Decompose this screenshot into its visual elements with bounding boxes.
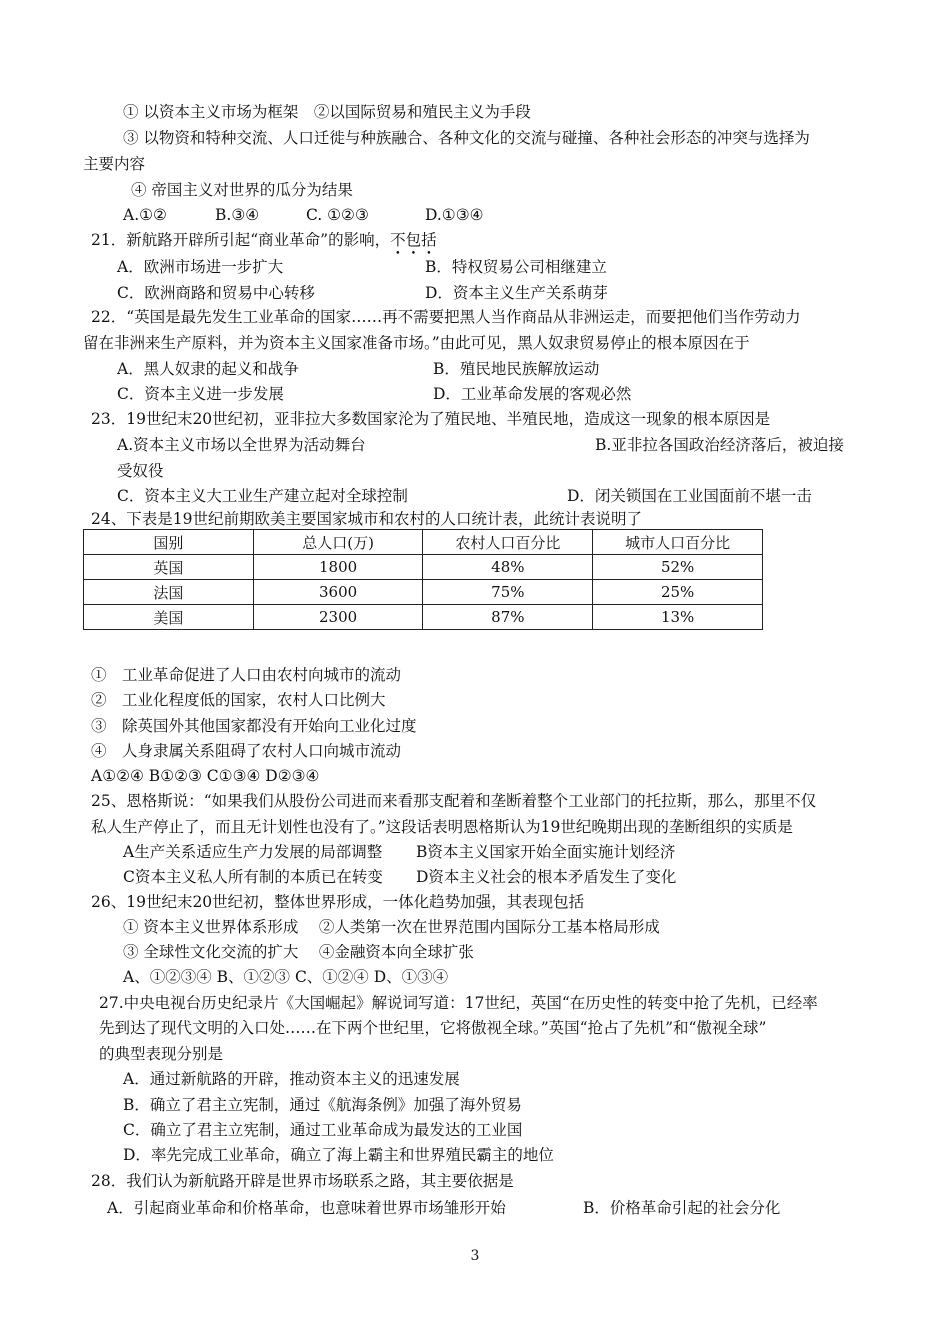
q22-option-c: C．资本主义进一步发展 <box>117 385 284 403</box>
q22-stem-line2: 留在非洲来生产原料，并为资本主义国家准备市场。”由此可见，黑人奴隶贸易停止的根本原因在于 <box>83 334 750 352</box>
q22-stem-line1: 22．“英国是最先发生工业革命的国家……再不需要把黑人当作商品从非洲运走，而要把他们当作劳动力 <box>91 308 801 326</box>
q25-option-c: C资本主义私人所有制的本质已在转变 <box>123 868 383 886</box>
table-header-cell: 农村人口百分比 <box>423 530 593 555</box>
q28-option-a: A．引起商业革命和价格革命，也意味着世界市场雏形开始 <box>107 1199 506 1217</box>
q24-options: A①②④ B①②③ C①③④ D②③④ <box>91 767 320 785</box>
page-number: 3 <box>470 1248 480 1264</box>
table-header-cell: 国别 <box>84 530 254 555</box>
table-cell: 3600 <box>253 580 423 605</box>
population-table <box>83 529 763 630</box>
q25-option-d: D资本主义社会的根本矛盾发生了变化 <box>416 868 677 886</box>
table-cell: 13% <box>593 605 763 630</box>
q20-item-4: ④ 帝国主义对世界的瓜分为结果 <box>131 181 353 199</box>
table-cell: 25% <box>593 580 763 605</box>
table-row <box>84 555 763 580</box>
q21-option-b: B．特权贸易公司相继建立 <box>425 258 607 276</box>
table-cell: 2300 <box>253 605 423 630</box>
q23-option-b: B.亚非拉各国政治经济落后，被迫接 <box>595 436 844 454</box>
q26-stem: 26、19世纪末20世纪初，整体世界形成，一体化趋势加强，其表现包括 <box>91 893 585 911</box>
q21-option-d: D．资本主义生产关系萌芽 <box>425 284 608 302</box>
q20-item-3-line2: 主要内容 <box>83 155 146 173</box>
q22-option-d: D．工业革命发展的客观必然 <box>433 385 632 403</box>
q27-option-d: D．率先完成工业革命，确立了海上霸主和世界殖民霸主的地位 <box>123 1146 554 1164</box>
q20-option-a: A.①② <box>123 206 167 224</box>
q25-option-a: A生产关系适应生产力发展的局部调整 <box>123 843 383 861</box>
q24-item-4: ④ 人身隶属关系阻碍了农村人口向城市流动 <box>91 742 402 760</box>
q23-option-b-cont: 受奴役 <box>117 462 164 480</box>
q25-stem-line1: 25、恩格斯说：“如果我们从股份公司进而来看那支配着和垄断着整个工业部门的托拉斯，那么，那里不仅 <box>91 792 817 810</box>
table-header-cell: 城市人口百分比 <box>593 530 763 555</box>
table-cell: 美国 <box>84 605 254 630</box>
table-header-row <box>84 530 763 555</box>
q25-stem-line2: 私人生产停止了，而且无计划性也没有了。”这段话表明恩格斯认为19世纪晚期出现的垄断组织的实质是 <box>91 818 793 836</box>
q25-option-b: B资本主义国家开始全面实施计划经济 <box>416 843 676 861</box>
q22-option-b: B．殖民地民族解放运动 <box>433 360 600 378</box>
q27-option-c: C．确立了君主立宪制，通过工业革命成为最发达的工业国 <box>123 1121 523 1139</box>
q24-stem: 24、下表是19世纪前期欧美主要国家城市和农村的人口统计表，此统计表说明了 <box>91 510 642 528</box>
q26-items-1-2: ① 资本主义世界体系形成 ②人类第一次在世界范围内国际分工基本格局形成 <box>123 918 660 936</box>
q27-option-a: A．通过新航路的开辟，推动资本主义的迅速发展 <box>123 1070 460 1088</box>
q28-stem: 28．我们认为新航路开辟是世界市场联系之路，其主要依据是 <box>91 1172 514 1190</box>
q23-option-d: D．闭关锁国在工业国面前不堪一击 <box>567 487 812 505</box>
q27-option-b: B．确立了君主立宪制，通过《航海条例》加强了海外贸易 <box>123 1096 522 1114</box>
q20-option-b: B.③④ <box>215 206 260 224</box>
q28-option-b: B．价格革命引起的社会分化 <box>583 1199 781 1217</box>
q27-stem-line2: 先到达了现代文明的入口处……在下两个世纪里，它将傲视全球。”英国“抢占了先机”和“傲视全球” <box>99 1019 767 1037</box>
q23-stem: 23．19世纪末20世纪初，亚非拉大多数国家沦为了殖民地、半殖民地，造成这一现象的根本原因是 <box>91 410 771 428</box>
q24-item-2: ② 工业化程度低的国家，农村人口比例大 <box>91 691 386 709</box>
table-row <box>84 605 763 630</box>
q23-option-a: A.资本主义市场以全世界为活动舞台 <box>117 436 366 454</box>
table-cell: 英国 <box>84 555 254 580</box>
q20-option-d: D.①③④ <box>425 206 484 224</box>
q27-stem-line1: 27.中央电视台历史纪录片《大国崛起》解说词写道：17世纪，英国“在历史性的转变中抢了先机，已经率 <box>99 994 818 1012</box>
table-cell: 1800 <box>253 555 423 580</box>
table-cell: 87% <box>423 605 593 630</box>
q24-item-3: ③ 除英国外其他国家都没有开始向工业化过度 <box>91 717 417 735</box>
table-cell: 48% <box>423 555 593 580</box>
table-cell: 52% <box>593 555 763 580</box>
table-row <box>84 580 763 605</box>
q22-option-a: A．黑人奴隶的起义和战争 <box>117 360 299 378</box>
q20-item-1-2: ① 以资本主义市场为框架 ②以国际贸易和殖民主义为手段 <box>123 103 531 121</box>
q26-options: A、①②③④ B、①②③ C、①②④ D、①③④ <box>123 968 449 986</box>
q20-item-3-line1: ③ 以物资和特种交流、人口迁徙与种族融合、各种文化的交流与碰撞、各种社会形态的冲突与选择为 <box>123 129 810 147</box>
q21-option-a: A．欧洲市场进一步扩大 <box>117 258 284 276</box>
table-cell: 法国 <box>84 580 254 605</box>
q21-option-c: C．欧洲商路和贸易中心转移 <box>117 284 315 302</box>
q21-stem: 21．新航路开辟所引起“商业革命”的影响，不包括 <box>91 231 437 249</box>
q20-option-c: C. ①②③ <box>306 206 369 224</box>
q24-item-1: ① 工业革命促进了人口由农村向城市的流动 <box>91 666 402 684</box>
table-cell: 75% <box>423 580 593 605</box>
q26-items-3-4: ③ 全球性文化交流的扩大 ④金融资本向全球扩张 <box>123 943 474 961</box>
table-header-cell: 总人口(万) <box>253 530 423 555</box>
q23-option-c: C．资本主义大工业生产建立起对全球控制 <box>117 487 408 505</box>
q27-stem-line3: 的典型表现分别是 <box>99 1045 224 1063</box>
